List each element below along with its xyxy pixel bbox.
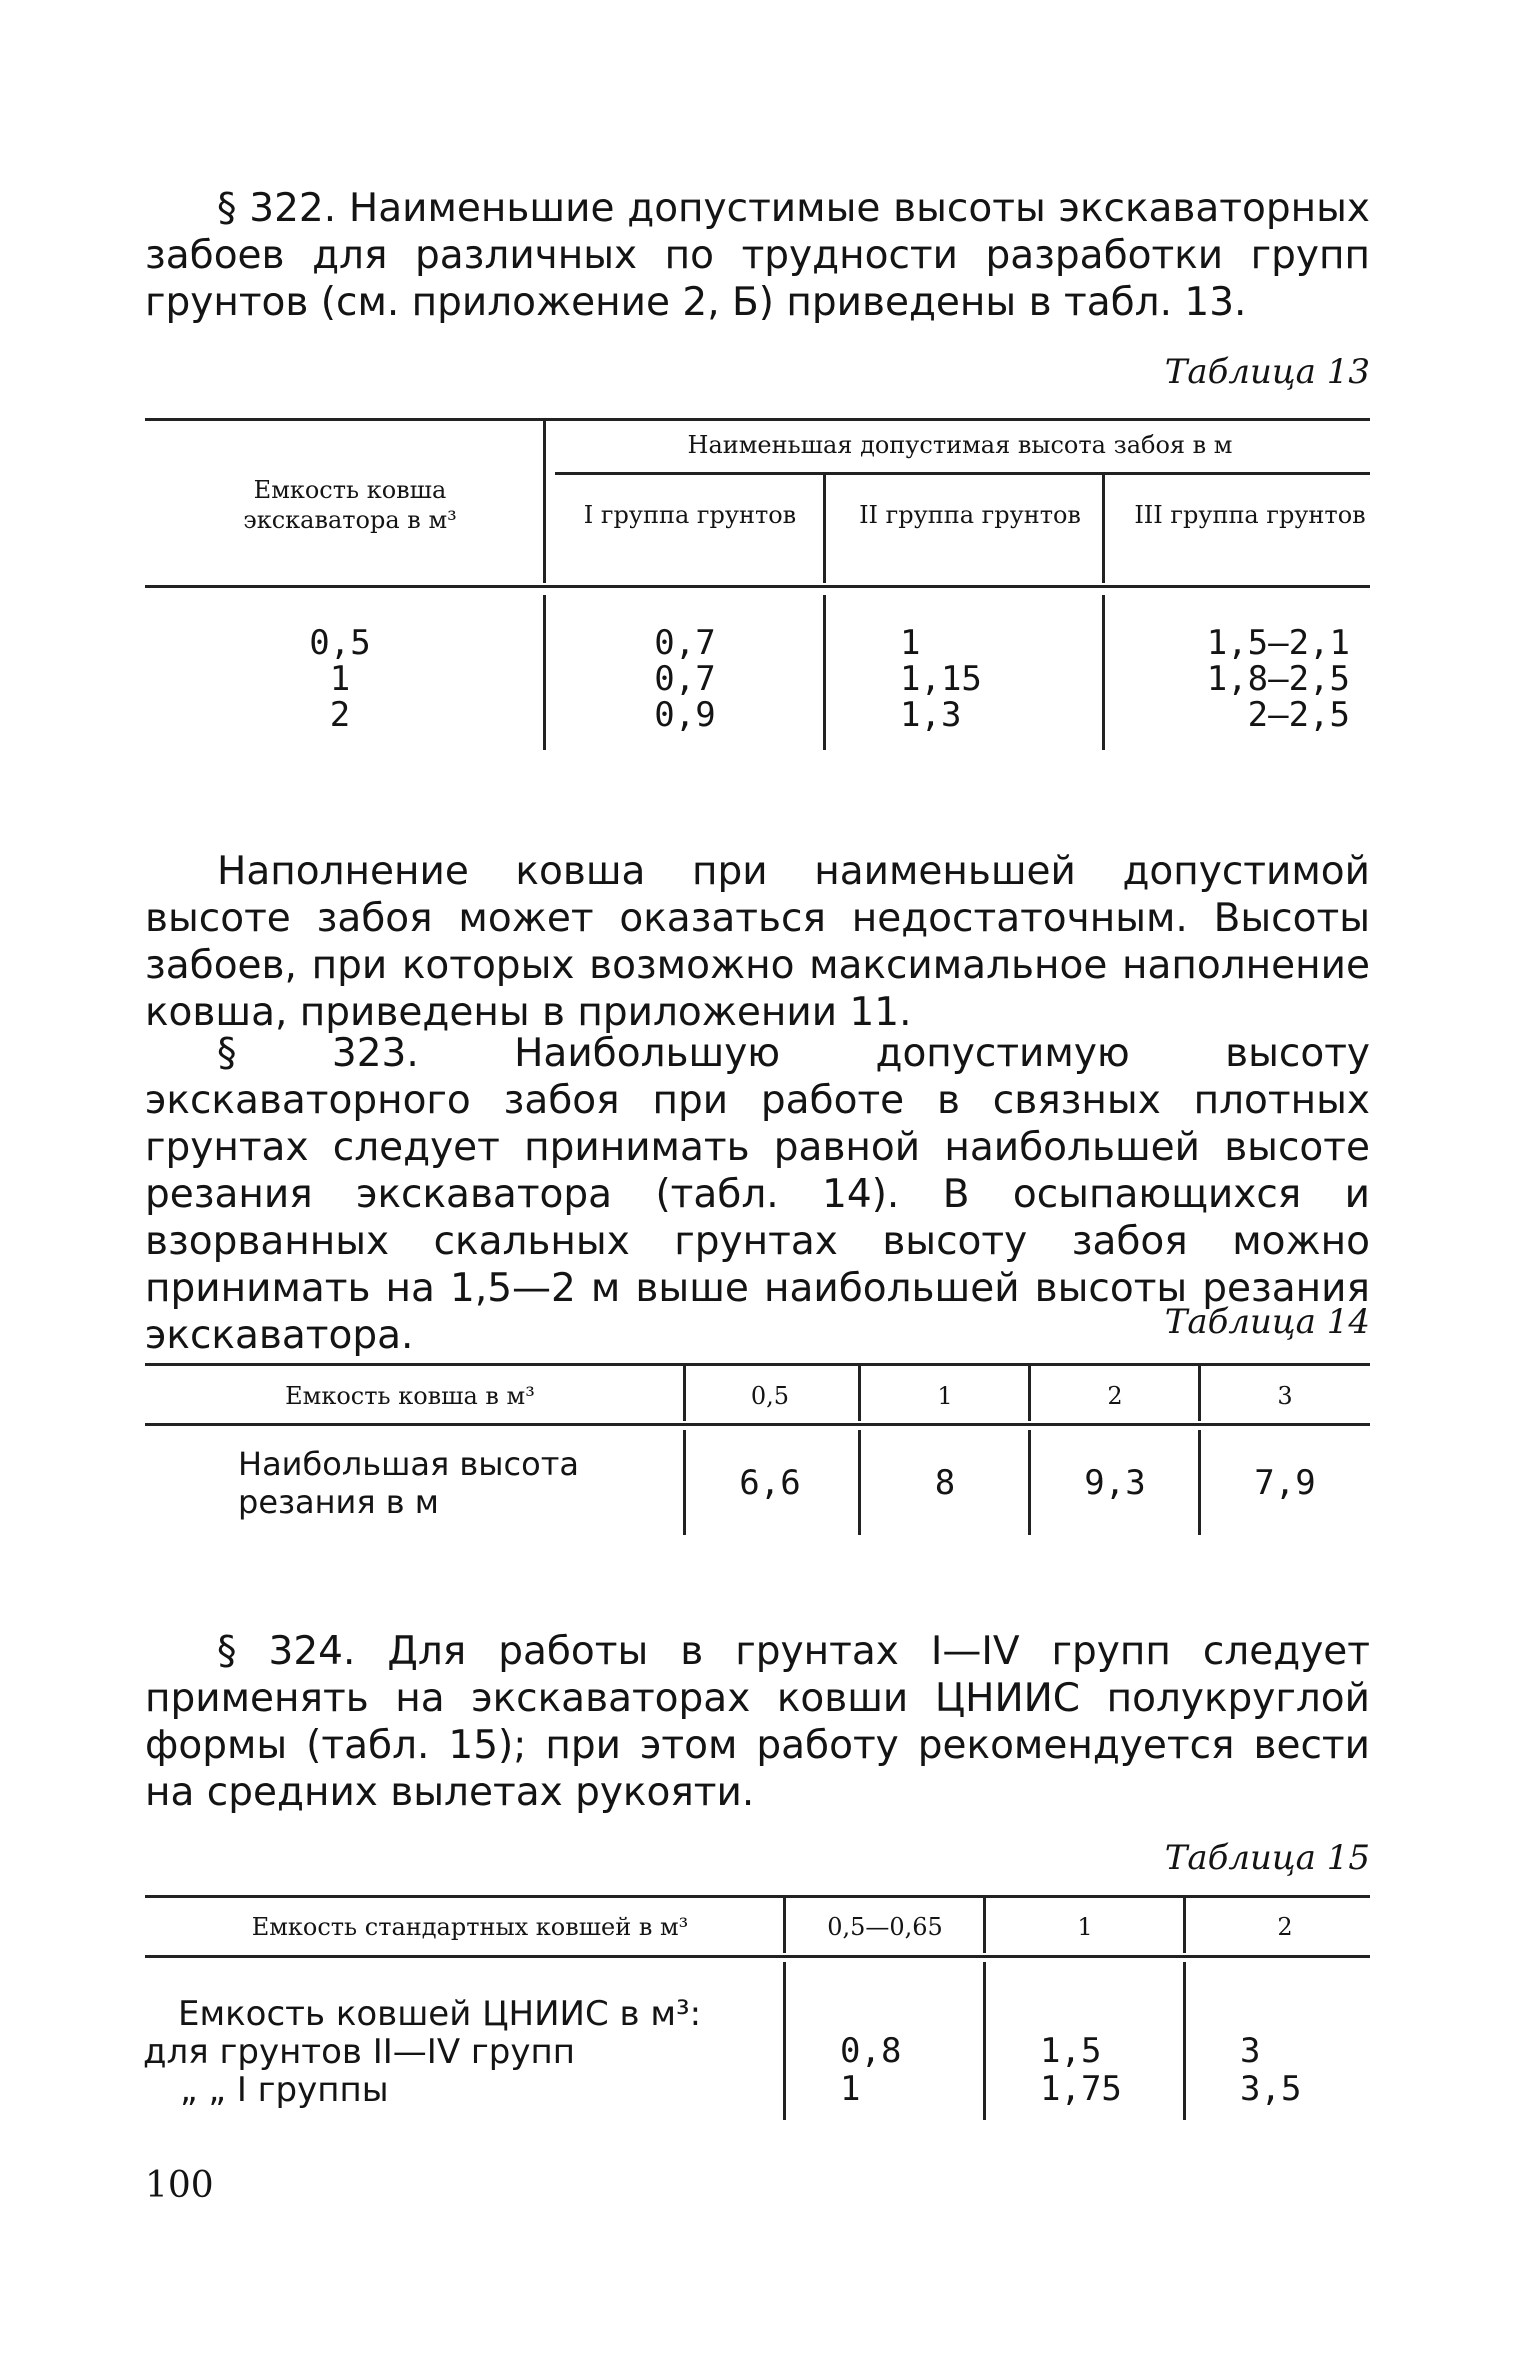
table-15-cell: 0,8: [840, 2031, 902, 2071]
table-15-cell: 3,5: [1240, 2069, 1302, 2109]
table-15-header-value: 0,5—0,65: [827, 1913, 943, 1941]
table-13-header-rule: [145, 585, 1370, 588]
table-14-header-label: Емкость ковша в м³: [285, 1382, 535, 1410]
table-13-cell: 1: [900, 623, 921, 663]
table-13-divider: [823, 475, 826, 583]
table-14-divider: [1028, 1430, 1031, 1535]
table-15-row-label-2: „ „ I группы: [180, 2070, 389, 2110]
table-14-divider: [1198, 1366, 1201, 1421]
table-13-cell: 0,5: [309, 623, 371, 663]
table-13-cell: 1,8—2,5: [1206, 659, 1350, 699]
table-14-top-rule: [145, 1363, 1370, 1366]
table-13-cell: 2: [329, 695, 351, 735]
table-13-caption: Таблица 13: [1164, 352, 1370, 392]
table-14-header-value: 1: [937, 1382, 953, 1410]
table-15-header-value: 1: [1077, 1913, 1093, 1941]
table-13-divider: [1102, 595, 1105, 750]
table-15-row-label-1: для грунтов II—IV групп: [143, 2032, 575, 2072]
page-number: 100: [145, 2165, 214, 2206]
table-14-divider: [683, 1430, 686, 1535]
table-15-cell: 1,75: [1040, 2069, 1122, 2109]
table-15-top-rule: [145, 1895, 1370, 1898]
table-15-cell: 1,5: [1040, 2031, 1102, 2071]
table-15-header-rule: [145, 1955, 1370, 1958]
table-15-cell: 1: [840, 2069, 861, 2109]
table-13-col0-header: Емкость ковша экскаватора в м³: [243, 476, 457, 534]
table-14-cell: 6,6: [739, 1463, 801, 1503]
table-13-divider: [1102, 475, 1105, 583]
table-13-cell: 1: [329, 659, 351, 699]
table-15-header-label: Емкость стандартных ковшей в м³: [251, 1913, 689, 1941]
table-13-group-header: Наименьшая допустимая высота забоя в м: [687, 431, 1233, 459]
table-13-cell: 0,9: [654, 695, 716, 735]
table-15-divider: [1183, 1962, 1186, 2120]
paragraph-322: § 322. Наименьшие допустимые высоты экскаваторных забоев для различных по трудности разработки групп грунтов (см. приложение 2, Б) приведены в табл. 13.: [145, 186, 1370, 325]
table-13-subheader-3: III группа грунтов: [1134, 501, 1366, 529]
table-14-header-rule: [145, 1423, 1370, 1426]
table-13-divider: [543, 421, 546, 583]
table-13-subheader-1: I группа грунтов: [583, 501, 797, 529]
table-14-cell: 9,3: [1084, 1463, 1146, 1503]
table-13-cell: 1,3: [900, 695, 962, 735]
table-14-divider: [858, 1366, 861, 1421]
table-15-divider: [1183, 1898, 1186, 1953]
table-15-caption: Таблица 15: [1164, 1838, 1370, 1878]
paragraph-filling: Наполнение ковша при наименьшей допустимой высоте забоя может оказаться недостаточным. Высоты забоев, при которых возможно максимальное наполнение ковша, приведены в приложении 11.: [145, 849, 1370, 1035]
table-13-top-rule: [145, 418, 1370, 421]
table-14-divider: [1028, 1366, 1031, 1421]
table-14-header-value: 0,5: [750, 1382, 790, 1410]
table-15-divider: [783, 1898, 786, 1953]
table-13-divider: [543, 595, 546, 750]
table-14-cell: 8: [934, 1463, 956, 1503]
table-14-header-value: 3: [1277, 1382, 1293, 1410]
table-14-divider: [1198, 1430, 1201, 1535]
table-15-cell: 3: [1240, 2031, 1261, 2071]
table-14-row-label: Наибольшая высота резания в м: [238, 1445, 579, 1521]
table-15-divider: [983, 1962, 986, 2120]
table-14-divider: [683, 1366, 686, 1421]
table-15-divider: [983, 1898, 986, 1953]
table-15-header-value: 2: [1277, 1913, 1293, 1941]
paragraph-324: § 324. Для работы в грунтах I—IV групп следует применять на экскаваторах ковши ЦНИИС полукруглой формы (табл. 15); при этом работу рекомендуется вести на средних вылетах рукояти.: [145, 1629, 1370, 1815]
table-13-cell: 0,7: [654, 623, 716, 663]
table-13-cell: 2—2,5: [1247, 695, 1350, 735]
table-15-divider: [783, 1962, 786, 2120]
table-13-cell: 1,5—2,1: [1206, 623, 1350, 663]
paragraph-323: § 323. Наибольшую допустимую высоту экскаваторного забоя при работе в связных плотных грунтах следует принимать равной наибольшей высоте резания экскаватора (табл. 14). В осыпающихся и взорванных скальных грунтах высоту забоя можно принимать на 1,5—2 м выше наибольшей высоты резания экскаватора.: [145, 1031, 1370, 1358]
table-14-caption: Таблица 14: [1164, 1302, 1370, 1342]
table-15-row-title: Емкость ковшей ЦНИИС в м³:: [178, 1994, 702, 2034]
table-13-group-rule: [555, 472, 1370, 475]
table-14-cell: 7,9: [1254, 1463, 1316, 1503]
table-13-divider: [823, 595, 826, 750]
table-14-divider: [858, 1430, 861, 1535]
table-13-cell: 0,7: [654, 659, 716, 699]
table-13-subheader-2: II группа грунтов: [859, 501, 1081, 529]
table-13-cell: 1,15: [900, 659, 982, 699]
table-14-header-value: 2: [1107, 1382, 1123, 1410]
